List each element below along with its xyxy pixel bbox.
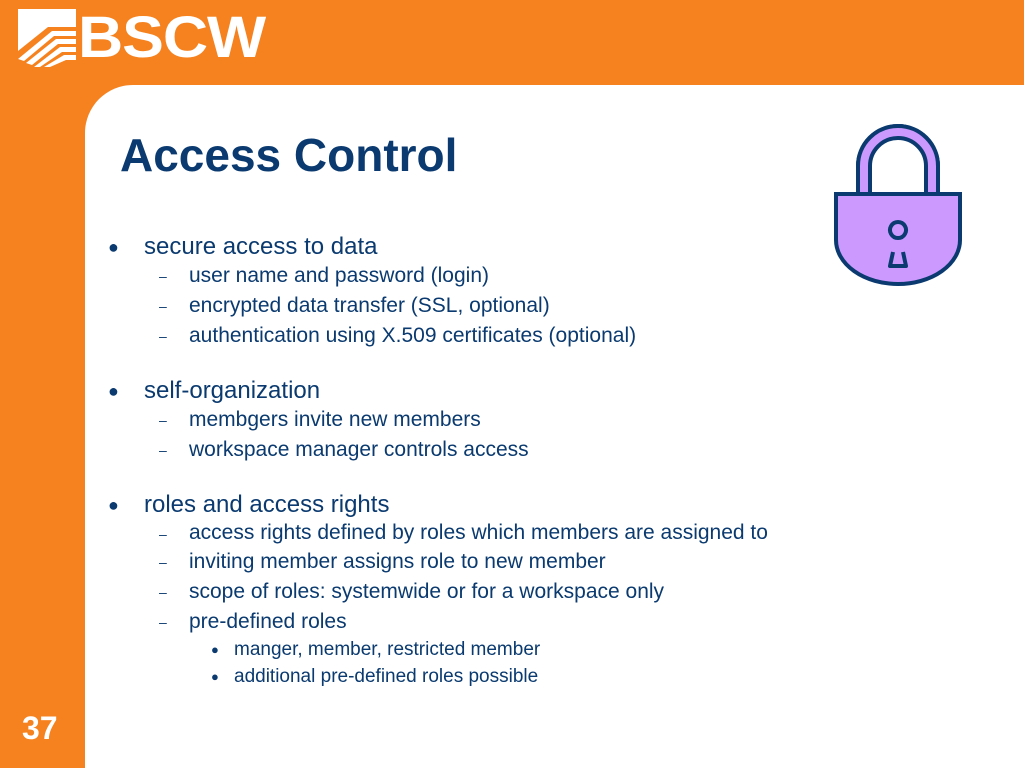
slide-title: Access Control [120,129,458,181]
dash-icon: – [159,412,167,428]
sub-item-text: user name and password (login) [189,264,489,287]
sub-item-text: access rights defined by roles which members are assigned to [189,521,768,544]
bullet-item [105,375,805,462]
dash-icon: – [159,584,167,600]
bullet-icon: ● [108,381,119,401]
small-bullet-icon: ● [211,642,219,657]
sub-item [144,610,805,689]
sub-sub-item [189,665,805,689]
sub-item [144,264,805,288]
sub-item [144,550,805,574]
dash-icon: – [159,526,167,542]
sub-item-text: pre-defined roles [189,610,347,633]
dash-icon: – [159,614,167,630]
bullet-text: roles and access rights [144,491,390,518]
sub-list [144,408,805,462]
sub-item [144,408,805,432]
sub-item [144,522,805,544]
sub-item [144,324,805,348]
sub-item [144,438,805,462]
sub-item-text: workspace manager controls access [189,438,529,461]
bullet-item [105,231,805,348]
sub-sub-item-text: manger, member, restricted member [234,639,541,660]
logo-text: BSCW [78,5,266,70]
bscw-logo-mark-icon [18,9,76,67]
sub-item [144,580,805,604]
sub-item-text: inviting member assigns role to new member [189,550,606,573]
sub-sub-item-text: additional pre-defined roles possible [234,666,539,687]
dash-icon: – [159,554,167,570]
sub-item-text: scope of roles: systemwide or for a workspace only [189,580,665,603]
sub-list [144,264,805,348]
bullet-icon: ● [108,495,119,515]
padlock-shackle-fill [858,126,938,196]
sub-list [144,522,805,689]
sub-item [144,294,805,318]
sub-item-text: authentication using X.509 certificates (optional) [189,324,637,347]
dash-icon: – [159,442,167,458]
bullet-list [105,231,805,716]
bullet-item [105,489,805,689]
bullet-icon: ● [108,237,119,257]
sub-sub-item [189,638,805,662]
page-number: 37 [22,710,58,746]
sub-item-text: encrypted data transfer (SSL, optional) [189,294,550,317]
dash-icon: – [159,268,167,284]
bscw-logo [18,5,266,70]
bullet-text: secure access to data [144,233,378,260]
bullet-text: self-organization [144,377,321,404]
padlock-icon [832,122,964,286]
sub-item-text: membgers invite new members [189,408,481,431]
dash-icon: – [159,298,167,314]
sub-sub-list [189,638,805,689]
small-bullet-icon: ● [211,669,219,684]
dash-icon: – [159,328,167,344]
